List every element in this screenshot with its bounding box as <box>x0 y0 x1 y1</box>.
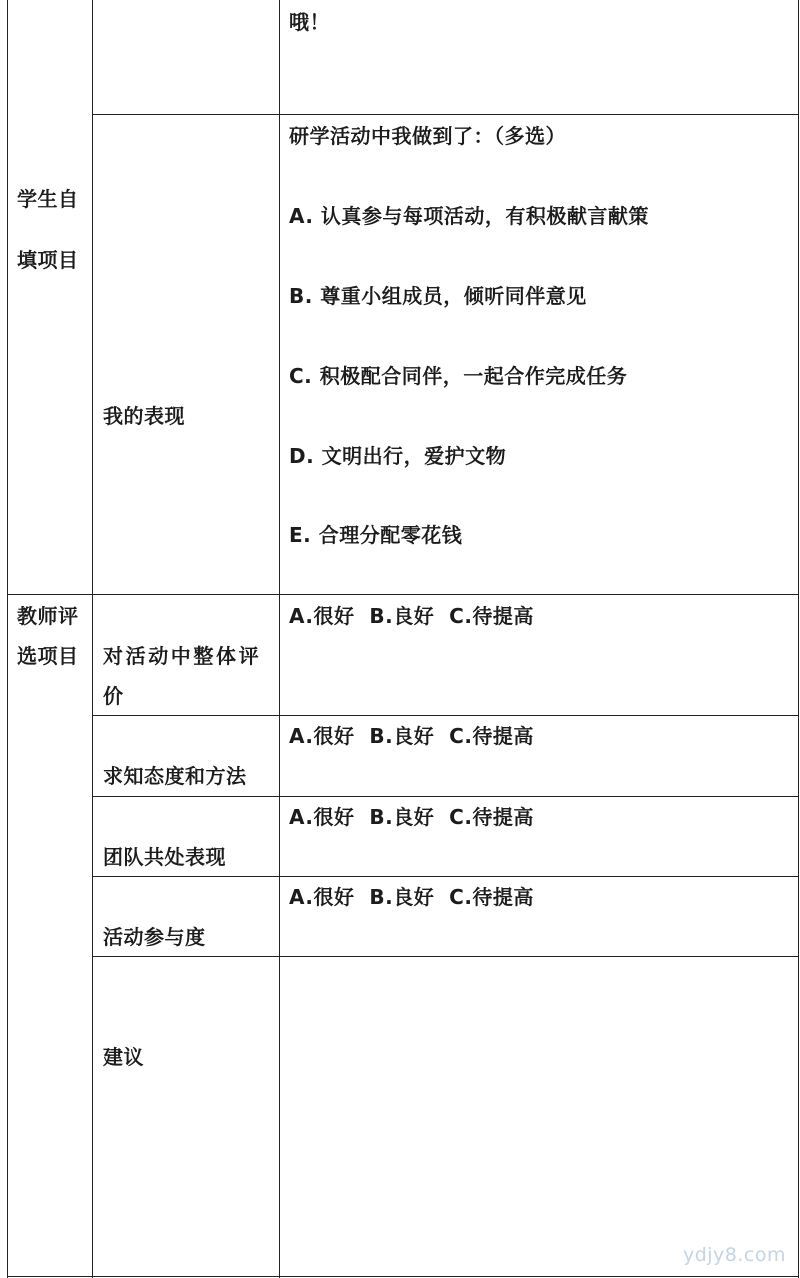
participation-grade: A.很好 B.良好 C.待提高 <box>289 885 534 909</box>
table-border-right <box>798 0 799 1278</box>
row-divider-continuation <box>92 114 799 115</box>
column-divider-2 <box>279 0 280 1278</box>
performance-label: 我的表现 <box>103 404 185 428</box>
table-border-left <box>7 0 8 1278</box>
column-divider-1 <box>92 0 93 1278</box>
team-performance-grade: A.很好 B.良好 C.待提高 <box>289 805 534 829</box>
row-divider-participation <box>92 956 799 957</box>
performance-question: 研学活动中我做到了：（多选） <box>289 124 566 148</box>
performance-option-a: A. 认真参与每项活动，有积极献言献策 <box>289 204 649 228</box>
overall-evaluation-label-line2: 价 <box>103 684 124 708</box>
row-divider-overall <box>92 715 799 716</box>
overall-evaluation-label-line1: 对活动中整体评 <box>103 644 262 668</box>
watermark: ydjy8.com <box>682 1244 786 1266</box>
row-divider-team <box>92 876 799 877</box>
row-divider-attitude <box>92 796 799 797</box>
section-divider <box>7 594 799 595</box>
performance-option-e: E. 合理分配零花钱 <box>289 523 463 547</box>
learning-attitude-grade: A.很好 B.良好 C.待提高 <box>289 724 534 748</box>
overall-evaluation-grade: A.很好 B.良好 C.待提高 <box>289 604 534 628</box>
team-performance-label: 团队共处表现 <box>103 845 226 869</box>
performance-option-c: C. 积极配合同伴，一起合作完成任务 <box>289 364 628 388</box>
suggestion-label: 建议 <box>103 1045 144 1069</box>
performance-option-d: D. 文明出行，爱护文物 <box>289 444 507 468</box>
teacher-section-label-line1: 教师评 <box>17 604 79 628</box>
continuation-text: 哦！ <box>289 10 330 34</box>
teacher-section-label-line2: 选项目 <box>17 644 79 668</box>
student-section-label-line2: 填项目 <box>17 248 79 272</box>
performance-option-b: B. 尊重小组成员，倾听同伴意见 <box>289 284 587 308</box>
participation-label: 活动参与度 <box>103 925 206 949</box>
table-border-bottom <box>7 1276 799 1277</box>
student-section-label-line1: 学生自 <box>17 187 79 211</box>
learning-attitude-label: 求知态度和方法 <box>103 764 247 788</box>
